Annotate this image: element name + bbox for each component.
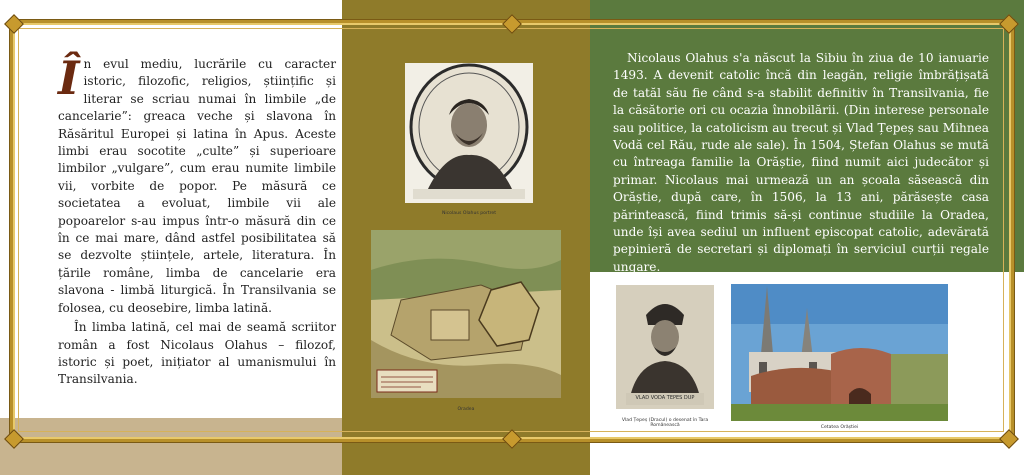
- vlad-tepes-engraving-image: [616, 285, 714, 409]
- portrait-caption: Nicolaus Olahus portret: [441, 211, 497, 216]
- church-caption: Cetatea Orăștiei: [820, 425, 859, 430]
- olahus-paragraph: În limba latină, cel mai de seamă scriitor român a fost Nicolaus Olahus – filozof, istoric și poet, inițiator al umanismului în Transilvania.: [58, 320, 336, 387]
- vlad-engraving-label: VLAD VODA TEPES DUP: [635, 395, 695, 401]
- vlad-caption: Vlad Țepeș (Dracul) o desenat în Tara Românească: [621, 418, 709, 428]
- left-text-block: [58, 51, 336, 389]
- bottom-white-band-right: [590, 448, 1024, 475]
- drop-cap: Î: [58, 51, 80, 105]
- olahus-portrait-image: [405, 63, 533, 203]
- engraved-portrait-icon: [405, 63, 533, 203]
- orastie-fortress-photo: [731, 284, 948, 421]
- church-fortress-icon: [731, 284, 948, 421]
- fortress-map-icon: [371, 230, 561, 398]
- map-caption: Oradea: [457, 407, 475, 412]
- oradea-map-image: [371, 230, 561, 398]
- biography-paragraph: Nicolaus Olahus s'a născut la Sibiu în ziua de 10 ianuarie 1493. A devenit catolic încă din leagăn, religie îmbrățișată de tatăl său fie când s-a stabilit definitiv în Transilvania, fie la căsătorie ori cu ocazia înnobilării. (Din interese personale sau politice, la catolicism au trecut și Vlad Țepeș sau Mihnea Vodă cel Rău, rude ale sale). În 1504, Ștefan Olahus se mută cu întreaga familie la Orăștie, fiind numit aici judecător și primar. Nicolaus mai urmează un an școala săsească din Orăștie, după care, în 1506, la 13 ani, părăsește casa părintească, fiind trimis să-și continue studiile la Oradea, unde își avea sediul un influent episcopat catolic, adevărată pepinieră de secretari și diplomați în serviciul curții regale ungare.: [613, 51, 989, 274]
- intro-paragraph: n evul mediu, lucrările cu caracter istoric, filozofic, religios, științific și literar se scriau numai în limbile „de cancelarie”: greaca veche și slavona în Răsăritul Europei și latina în Apus. Aceste limbi erau socotite „culte” și superioare limbilor „vulgare”, cum erau numite limbile vii, vorbite de popor. Pe măsură ce societatea a evoluat, limbile vii ale popoarelor s-au impus într-o măsură din ce în ce mai mare, dând astfel posibilitatea să se dezvolte științele, artele, literatura. În țările române, limba de cancelarie era slavona - limbă liturgică. În Transilvania se folosea, cu deosebire, limba latină.: [58, 57, 336, 315]
- top-white-band: [0, 0, 340, 17]
- vlad-portrait-icon: [616, 285, 714, 409]
